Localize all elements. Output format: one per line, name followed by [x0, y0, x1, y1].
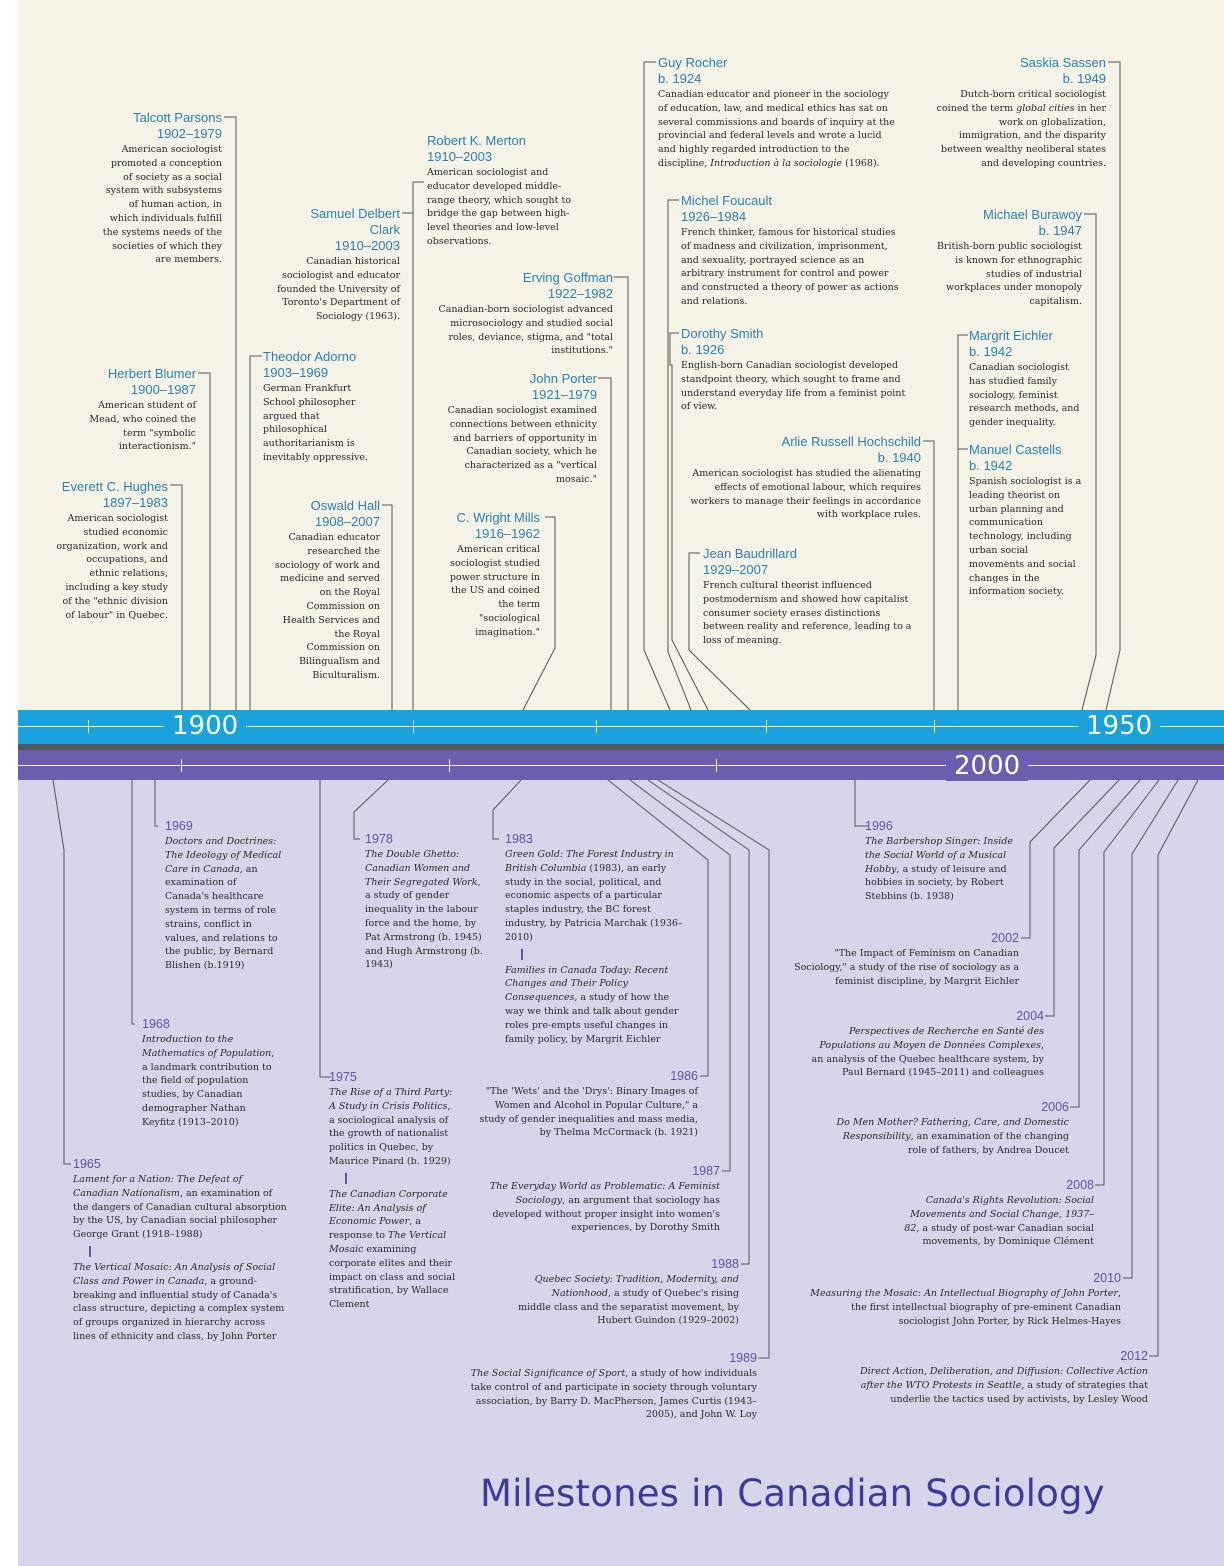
- person-name: Guy Rocher: [658, 55, 728, 70]
- person-john-porter: [438, 371, 597, 487]
- milestone-description: Green Gold: The Forest Industry in British Columbia (1983), an early study in the social, political, and economic aspects of a particular staples industry, the BC forest industry, by Patricia Marchak (1936–2010): [505, 849, 683, 943]
- person-name: Michael Burawoy: [983, 207, 1082, 222]
- person-jean-baudrillard: [703, 546, 918, 648]
- milestone-year: 1983: [505, 832, 533, 846]
- person-name: Michel Foucault: [681, 193, 773, 208]
- person-michel-foucault: [681, 193, 907, 309]
- person-oswald-hall: [274, 498, 380, 683]
- milestone-year: 1996: [865, 819, 893, 833]
- milestone-1983: [505, 831, 685, 1046]
- person-dates: b. 1940: [877, 450, 921, 465]
- person-dorothy-smith: [681, 326, 913, 414]
- person-description: American sociologist promoted a conception of society as a social system with subsystems of human action, in which individuals fulfill the systems needs of the societies of which they are members.: [102, 144, 222, 266]
- person-description: American student of Mead, who coined the term "symbolic interactionism.": [89, 400, 196, 453]
- person-everett-hughes: [54, 479, 168, 622]
- milestone-1978: [365, 831, 487, 972]
- milestone-description: Do Men Mother? Fathering, Care, and Domestic Responsibility, an examination of the changing role of fathers, by Andrea Doucet: [836, 1117, 1069, 1156]
- milestone-year: 2012: [1120, 1349, 1148, 1363]
- milestone-2004: [806, 1008, 1044, 1080]
- milestone-year: 2008: [1066, 1178, 1094, 1192]
- person-dates: 1897–1983: [102, 495, 168, 510]
- person-name: Manuel Castells: [969, 442, 1062, 457]
- person-name: C. Wright Mills: [456, 510, 540, 525]
- person-guy-rocher: [658, 55, 898, 171]
- year-label-1900: 1900: [164, 711, 246, 741]
- person-robert-merton: [427, 133, 577, 249]
- person-description: German Frankfurt School philosopher argued that philosophical authoritarianism is inevitably oppressive.: [263, 383, 369, 463]
- milestone-1987: [482, 1163, 720, 1235]
- milestone-description: "The 'Wets' and the 'Drys': Binary Images of Women and Alcohol in Popular Culture," a study of gender inequalities and mass media, by Thelma McCormack (b. 1921): [479, 1086, 698, 1139]
- milestone-2008: [902, 1177, 1094, 1249]
- milestone-1975: [329, 1069, 459, 1312]
- milestone-2002: [794, 930, 1019, 988]
- person-name: Erving Goffman: [522, 270, 613, 285]
- milestone-2006: [834, 1099, 1069, 1157]
- milestone-description: Quebec Society: Tradition, Modernity, and Nationhood, a study of Quebec's rising middle class and the separatist movement, by Hubert Guindon (1929–2002): [518, 1274, 739, 1327]
- milestone-description: Canada's Rights Revolution: Social Movements and Social Change, 1937–82, a study of post-war Canadian social movements, by Dominique Clément: [904, 1195, 1094, 1248]
- timeline-poster: [18, 0, 1224, 1566]
- milestone-1996: [865, 818, 1015, 904]
- person-description: French thinker, famous for historical studies of madness and civilization, imprisonment, and sexuality, portrayed science as an arbitrary instrument for control and power and constructed a theory of power as actions and relations.: [681, 227, 899, 307]
- tick: [449, 759, 450, 772]
- person-dates: b. 1942: [969, 344, 1013, 359]
- milestone-description-2: Families in Canada Today: Recent Changes and Their Policy Consequences, a study of how the way we think and talk about gender roles pre-empts useful changes in family policy, by Margrit Eichler: [505, 964, 679, 1045]
- person-dates: 1926–1984: [681, 209, 747, 224]
- person-description: English-born Canadian sociologist developed standpoint theory, which sought to frame and understand everyday life from a feminist point of view.: [681, 360, 906, 413]
- person-saskia-sassen: [934, 55, 1106, 171]
- milestone-year: 1965: [73, 1157, 101, 1171]
- tick: [716, 759, 717, 772]
- milestone-description: Measuring the Mosaic: An Intellectual Biography of John Porter, the first intellectual biography of pre-eminent Canadian sociologist John Porter, by Rick Helmes-Hayes: [810, 1288, 1121, 1327]
- tick: [766, 720, 767, 733]
- milestone-1988: [518, 1256, 739, 1328]
- milestone-description: The Social Significance of Sport, a study of how individuals take control of and participate in society through voluntary association, by Barry D. MacPherson, James Curtis (1943–2005), and John W. Loy: [470, 1368, 757, 1421]
- person-name: Jean Baudrillard: [703, 546, 797, 561]
- milestone-description: Perspectives de Recherche en Santé des Populations au Moyen de Données Complexes, an analysis of the Quebec healthcare system, by Paul Bernard (1945–2011) and colleagues: [811, 1026, 1044, 1079]
- milestone-1968: [142, 1016, 280, 1130]
- person-description: Canadian educator researched the sociology of work and medicine and served on the Royal Commission on Health Services and the Royal Commission on Bilingualism and Biculturalism.: [274, 532, 380, 681]
- person-erving-goffman: [426, 270, 613, 358]
- person-c-wright-mills: [438, 510, 540, 640]
- year-label-1950: 1950: [1078, 711, 1160, 741]
- person-description: Spanish sociologist is a leading theorist on urban planning and communication technology, including urban social movements and social changes in the information society.: [969, 476, 1082, 598]
- entry-separator: [345, 1173, 347, 1184]
- person-description: French cultural theorist influenced postmodernism and showed how capitalist consumer society erases distinctions between reality and reference, leading to a loss of meaning.: [703, 580, 912, 647]
- milestone-description: The Everyday World as Problematic: A Feminist Sociology, an argument that sociology has developed without proper insight into women's experiences, by Dorothy Smith: [489, 1181, 720, 1234]
- person-herbert-blumer: [78, 366, 196, 454]
- milestone-year: 1968: [142, 1017, 170, 1031]
- person-description: Canadian sociologist has studied family sociology, feminist research methods, and gender inequality.: [969, 362, 1080, 429]
- person-name: Everett C. Hughes: [61, 479, 168, 494]
- person-dates: b. 1949: [1062, 71, 1106, 86]
- person-dates: 1921–1979: [531, 387, 597, 402]
- milestone-year: 1989: [729, 1351, 757, 1365]
- person-name: Dorothy Smith: [681, 326, 764, 341]
- milestone-description-2: The Canadian Corporate Elite: An Analysis of Economic Power, a response to The Vertical Mosaic examining corporate elites and their impact on class and social stratification, by Wallace Clement: [329, 1188, 456, 1311]
- person-description: British-born public sociologist is known for ethnographic studies of industrial workplaces under monopoly capitalism.: [936, 241, 1082, 308]
- person-dates: b. 1947: [1038, 223, 1082, 238]
- milestone-description: The Rise of a Third Party: A Study in Crisis Politics, a sociological analysis of the growth of nationalist politics in Quebec, by Maurice Pinard (b. 1929): [329, 1087, 453, 1167]
- entry-separator: [89, 1246, 91, 1257]
- person-description: American sociologist studied economic organization, work and occupations, and ethnic relations, including a key study of the "ethnic division of labour" in Quebec.: [56, 513, 168, 621]
- milestone-description: Direct Action, Deliberation, and Diffusion: Collective Action after the WTO Protests in Seattle, a study of strategies that underlie the tactics used by activists, by Lesley Wood: [860, 1366, 1148, 1405]
- milestone-description: The Barbershop Singer: Inside the Social World of a Musical Hobby, a study of leisure and hobbies in society, by Robert Stebbins (b. 1938): [865, 836, 1013, 903]
- timeline-axis-line-lower: [18, 765, 1224, 766]
- milestone-year: 1969: [165, 819, 193, 833]
- person-dates: 1910–2003: [334, 238, 400, 253]
- person-name: Arlie Russell Hochschild: [781, 434, 921, 449]
- milestone-year: 1988: [711, 1257, 739, 1271]
- person-description: Canadian-born sociologist advanced microsociology and studied social roles, deviance, stigma, and "total institutions.": [438, 304, 613, 357]
- person-margrit-eichler: [969, 328, 1085, 430]
- person-dates: 1910–2003: [427, 149, 493, 164]
- milestone-1989: [464, 1350, 757, 1422]
- person-name: John Porter: [529, 371, 597, 386]
- person-description: American sociologist and educator developed middle-range theory, which sought to bridge the gap between high-level theories and low-level observations.: [427, 167, 572, 247]
- person-samuel-delbert-clark: [272, 206, 400, 324]
- page-title: Milestones in Canadian Sociology: [480, 1472, 1105, 1515]
- person-dates: 1908–2007: [314, 514, 380, 529]
- person-name: Margrit Eichler: [969, 328, 1053, 343]
- person-description: Canadian historical sociologist and educator founded the University of Toronto's Department of Sociology (1963).: [277, 256, 400, 323]
- person-theodor-adorno: [263, 349, 383, 465]
- person-talcott-parsons: [82, 110, 222, 267]
- person-dates: 1903–1969: [263, 365, 329, 380]
- person-dates: 1900–1987: [130, 382, 196, 397]
- milestone-year: 1975: [329, 1070, 357, 1084]
- tick: [413, 720, 414, 733]
- person-dates: b. 1926: [681, 342, 725, 357]
- milestone-year: 2002: [991, 931, 1019, 945]
- person-arlie-russell-hochschild: [688, 434, 921, 522]
- person-dates: 1922–1982: [547, 286, 613, 301]
- person-dates: b. 1942: [969, 458, 1013, 473]
- person-michael-burawoy: [936, 207, 1082, 309]
- person-description: American critical sociologist studied power structure in the US and coined the term "sociological imagination.": [449, 544, 540, 638]
- person-name: Saskia Sassen: [1020, 55, 1106, 70]
- milestone-description: Lament for a Nation: The Defeat of Canadian Nationalism, an examination of the dangers of Canadian cultural absorption by the US, by Canadian social philosopher George Grant (1918–1988): [73, 1174, 287, 1241]
- milestone-description-2: The Vertical Mosaic: An Analysis of Social Class and Power in Canada, a ground-breaking and influential study of Canada's class structure, depicting a complex system of groups organized in hierarchy across lines of ethnicity and class, by John Porter: [73, 1261, 285, 1342]
- milestone-1986: [476, 1068, 698, 1140]
- milestone-year: 1978: [365, 832, 393, 846]
- person-dates: 1916–1962: [474, 526, 540, 541]
- person-name: Theodor Adorno: [263, 349, 357, 364]
- person-manuel-castells: [969, 442, 1085, 599]
- milestone-year: 2010: [1093, 1271, 1121, 1285]
- year-label-2000: 2000: [946, 751, 1028, 781]
- entry-separator: [521, 949, 523, 960]
- person-name: Talcott Parsons: [133, 110, 222, 125]
- person-dates: 1902–1979: [156, 126, 222, 141]
- tick: [181, 759, 182, 772]
- tick: [88, 720, 89, 733]
- person-dates: b. 1924: [658, 71, 702, 86]
- person-name: Robert K. Merton: [427, 133, 526, 148]
- tick: [596, 720, 597, 733]
- tick: [934, 720, 935, 733]
- milestone-2010: [802, 1270, 1121, 1328]
- person-name: Herbert Blumer: [107, 366, 196, 381]
- person-name: Oswald Hall: [310, 498, 380, 513]
- person-description: American sociologist has studied the alienating effects of emotional labour, which requires workers to manage their feelings in accordance with workplace rules.: [690, 468, 921, 521]
- person-name: Samuel Delbert Clark: [310, 206, 400, 237]
- person-description: Canadian sociologist examined connections between ethnicity and barriers of opportunity in Canadian society, which he characterized as a "vertical mosaic.": [447, 405, 597, 485]
- milestone-year: 1987: [692, 1164, 720, 1178]
- milestone-year: 2004: [1016, 1009, 1044, 1023]
- milestone-1965: [73, 1156, 288, 1344]
- milestone-year: 1986: [670, 1069, 698, 1083]
- milestone-year: 2006: [1041, 1100, 1069, 1114]
- milestone-description: The Double Ghetto: Canadian Women and Their Segregated Work, a study of gender inequality in the labour force and the home, by Pat Armstrong (b. 1945) and Hugh Armstrong (b. 1943): [365, 849, 483, 971]
- milestone-1969: [165, 818, 283, 973]
- milestone-description: Doctors and Doctrines: The Ideology of Medical Care in Canada, an examination of Canada's healthcare system in terms of role strains, conflict in values, and relations to the public, by Bernard Blishen (b.1919): [165, 836, 282, 972]
- person-description: Dutch-born critical sociologist coined the term global cities in her work on globalization, immigration, and the disparity between wealthy neoliberal states and developing countries.: [936, 89, 1106, 169]
- person-description: Canadian educator and pioneer in the sociology of education, law, and medical ethics has sat on several commissions and boards of inquiry at the provincial and federal levels and wrote a lucid and highly regarded introduction to the discipline, Introduction à la sociologie (1968).: [658, 89, 895, 169]
- person-dates: 1929–2007: [703, 562, 769, 577]
- milestone-2012: [842, 1348, 1148, 1406]
- milestone-description: Introduction to the Mathematics of Population, a landmark contribution to the field of population studies, by Canadian demographer Nathan Keyfitz (1913–2010): [142, 1034, 275, 1128]
- milestone-description: "The Impact of Feminism on Canadian Sociology," a study of the rise of sociology as a feminist discipline, by Margrit Eichler: [794, 948, 1019, 987]
